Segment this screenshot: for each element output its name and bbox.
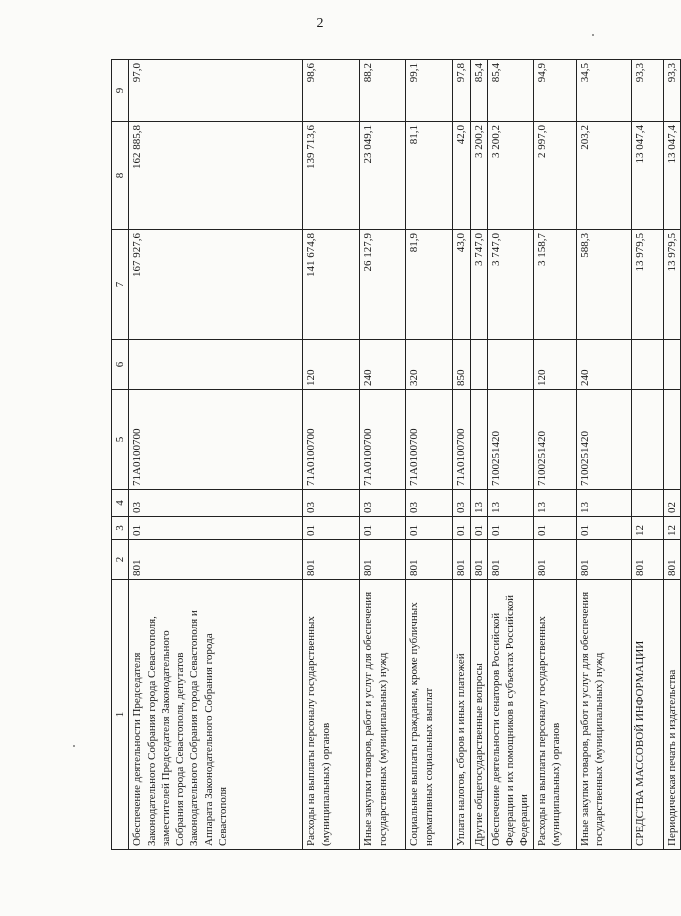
table-row [487,60,533,850]
page-number: 2 [316,16,324,31]
planned-amount: 141 674,8 [303,230,360,340]
executed-amount: 2 997,0 [533,122,576,230]
target-item-code: 71А0100700 [453,390,470,490]
expense-name: Другие общегосударственные вопросы [470,580,487,850]
target-item-code: 71А0100700 [360,390,406,490]
department-code: 801 [487,540,533,580]
expense-type-code: 120 [303,340,360,390]
section-code: 12 [631,517,663,540]
subsection-code: 03 [406,490,453,517]
expense-name: Периодическая печать и издательства [663,580,680,850]
target-item-code: 71А0100700 [129,390,303,490]
execution-percent: 97,0 [129,60,303,122]
department-code: 801 [129,540,303,580]
subsection-code [631,490,663,517]
column-header: 1 [112,580,129,850]
subsection-code: 03 [360,490,406,517]
target-item-code [663,390,680,490]
column-header: 8 [112,122,129,230]
expense-type-code: 850 [453,340,470,390]
expense-type-code [129,340,303,390]
department-code: 801 [576,540,631,580]
table-row [533,60,576,850]
execution-percent: 97,8 [453,60,470,122]
subsection-code: 13 [487,490,533,517]
expense-type-code [487,340,533,390]
table-row [470,60,487,850]
execution-percent: 88,2 [360,60,406,122]
rotated-table-wrapper [111,60,678,850]
target-item-code: 7100251420 [487,390,533,490]
department-code: 801 [303,540,360,580]
section-code: 01 [576,517,631,540]
budget-execution-table [111,59,681,850]
planned-amount: 13 979,5 [663,230,680,340]
header-row [112,60,129,850]
scan-speck [73,745,75,747]
planned-amount: 3 158,7 [533,230,576,340]
expense-type-code [631,340,663,390]
department-code: 801 [453,540,470,580]
department-code: 801 [406,540,453,580]
execution-percent: 85,4 [470,60,487,122]
execution-percent: 85,4 [487,60,533,122]
execution-percent: 93,3 [663,60,680,122]
section-code: 01 [487,517,533,540]
expense-type-code: 320 [406,340,453,390]
executed-amount: 23 049,1 [360,122,406,230]
department-code: 801 [631,540,663,580]
executed-amount: 203,2 [576,122,631,230]
section-code: 01 [129,517,303,540]
expense-name: Расходы на выплаты персоналу государственных (муниципальных) органов [533,580,576,850]
target-item-code [470,390,487,490]
column-header: 3 [112,517,129,540]
section-code: 01 [470,517,487,540]
executed-amount: 3 200,2 [487,122,533,230]
table-row [129,60,303,850]
expense-type-code: 240 [576,340,631,390]
subsection-code: 13 [576,490,631,517]
executed-amount: 13 047,4 [631,122,663,230]
subsection-code: 13 [533,490,576,517]
target-item-code [631,390,663,490]
table-row [360,60,406,850]
executed-amount: 13 047,4 [663,122,680,230]
section-code: 01 [453,517,470,540]
executed-amount: 162 885,8 [129,122,303,230]
column-header: 6 [112,340,129,390]
expense-type-code [663,340,680,390]
executed-amount: 81,1 [406,122,453,230]
section-code: 12 [663,517,680,540]
department-code: 801 [360,540,406,580]
expense-type-code: 120 [533,340,576,390]
subsection-code: 02 [663,490,680,517]
execution-percent: 98,6 [303,60,360,122]
execution-percent: 94,9 [533,60,576,122]
executed-amount: 42,0 [453,122,470,230]
subsection-code: 13 [470,490,487,517]
column-header: 9 [112,60,129,122]
expense-name: Расходы на выплаты персоналу государственных (муниципальных) органов [303,580,360,850]
table-row [303,60,360,850]
executed-amount: 139 713,6 [303,122,360,230]
execution-percent: 93,3 [631,60,663,122]
table-row [453,60,470,850]
expense-name: СРЕДСТВА МАССОВОЙ ИНФОРМАЦИИ [631,580,663,850]
department-code: 801 [533,540,576,580]
execution-percent: 99,1 [406,60,453,122]
department-code: 801 [470,540,487,580]
planned-amount: 3 747,0 [487,230,533,340]
executed-amount: 3 200,2 [470,122,487,230]
planned-amount: 588,3 [576,230,631,340]
expense-name: Иные закупки товаров, работ и услуг для обеспечения государственных (муниципальных) нужд [576,580,631,850]
table-body [129,60,681,850]
expense-type-code: 240 [360,340,406,390]
target-item-code: 71А0100700 [303,390,360,490]
expense-name: Уплата налогов, сборов и иных платежей [453,580,470,850]
expense-name: Обеспечение деятельности Председателя Законодательного Собрания города Севастополя, заместителей Председателя Законодательного Собрания города Севастополя, депутатов Законодательного Собрания города Севастополя и Аппарата Законодательного Собрания города Севастополя [129,580,303,850]
subsection-code: 03 [303,490,360,517]
expense-name: Обеспечение деятельности сенаторов Российской Федерации и их помощников в субъектах Российской Федерации [487,580,533,850]
table-row [576,60,631,850]
section-code: 01 [303,517,360,540]
column-header: 2 [112,540,129,580]
table-row [631,60,663,850]
expense-name: Социальные выплаты гражданам, кроме публичных нормативных социальных выплат [406,580,453,850]
target-item-code: 7100251420 [533,390,576,490]
target-item-code: 71А0100700 [406,390,453,490]
table-row [663,60,680,850]
subsection-code: 03 [453,490,470,517]
department-code: 801 [663,540,680,580]
planned-amount: 167 927,6 [129,230,303,340]
expense-type-code [470,340,487,390]
target-item-code: 7100251420 [576,390,631,490]
expense-name: Иные закупки товаров, работ и услуг для обеспечения государственных (муниципальных) нужд [360,580,406,850]
planned-amount: 81,9 [406,230,453,340]
column-header: 7 [112,230,129,340]
column-header: 4 [112,490,129,517]
planned-amount: 26 127,9 [360,230,406,340]
table-row [406,60,453,850]
column-header: 5 [112,390,129,490]
execution-percent: 34,5 [576,60,631,122]
planned-amount: 3 747,0 [470,230,487,340]
planned-amount: 13 979,5 [631,230,663,340]
section-code: 01 [360,517,406,540]
subsection-code: 03 [129,490,303,517]
scan-speck [592,34,594,36]
section-code: 01 [533,517,576,540]
planned-amount: 43,0 [453,230,470,340]
section-code: 01 [406,517,453,540]
